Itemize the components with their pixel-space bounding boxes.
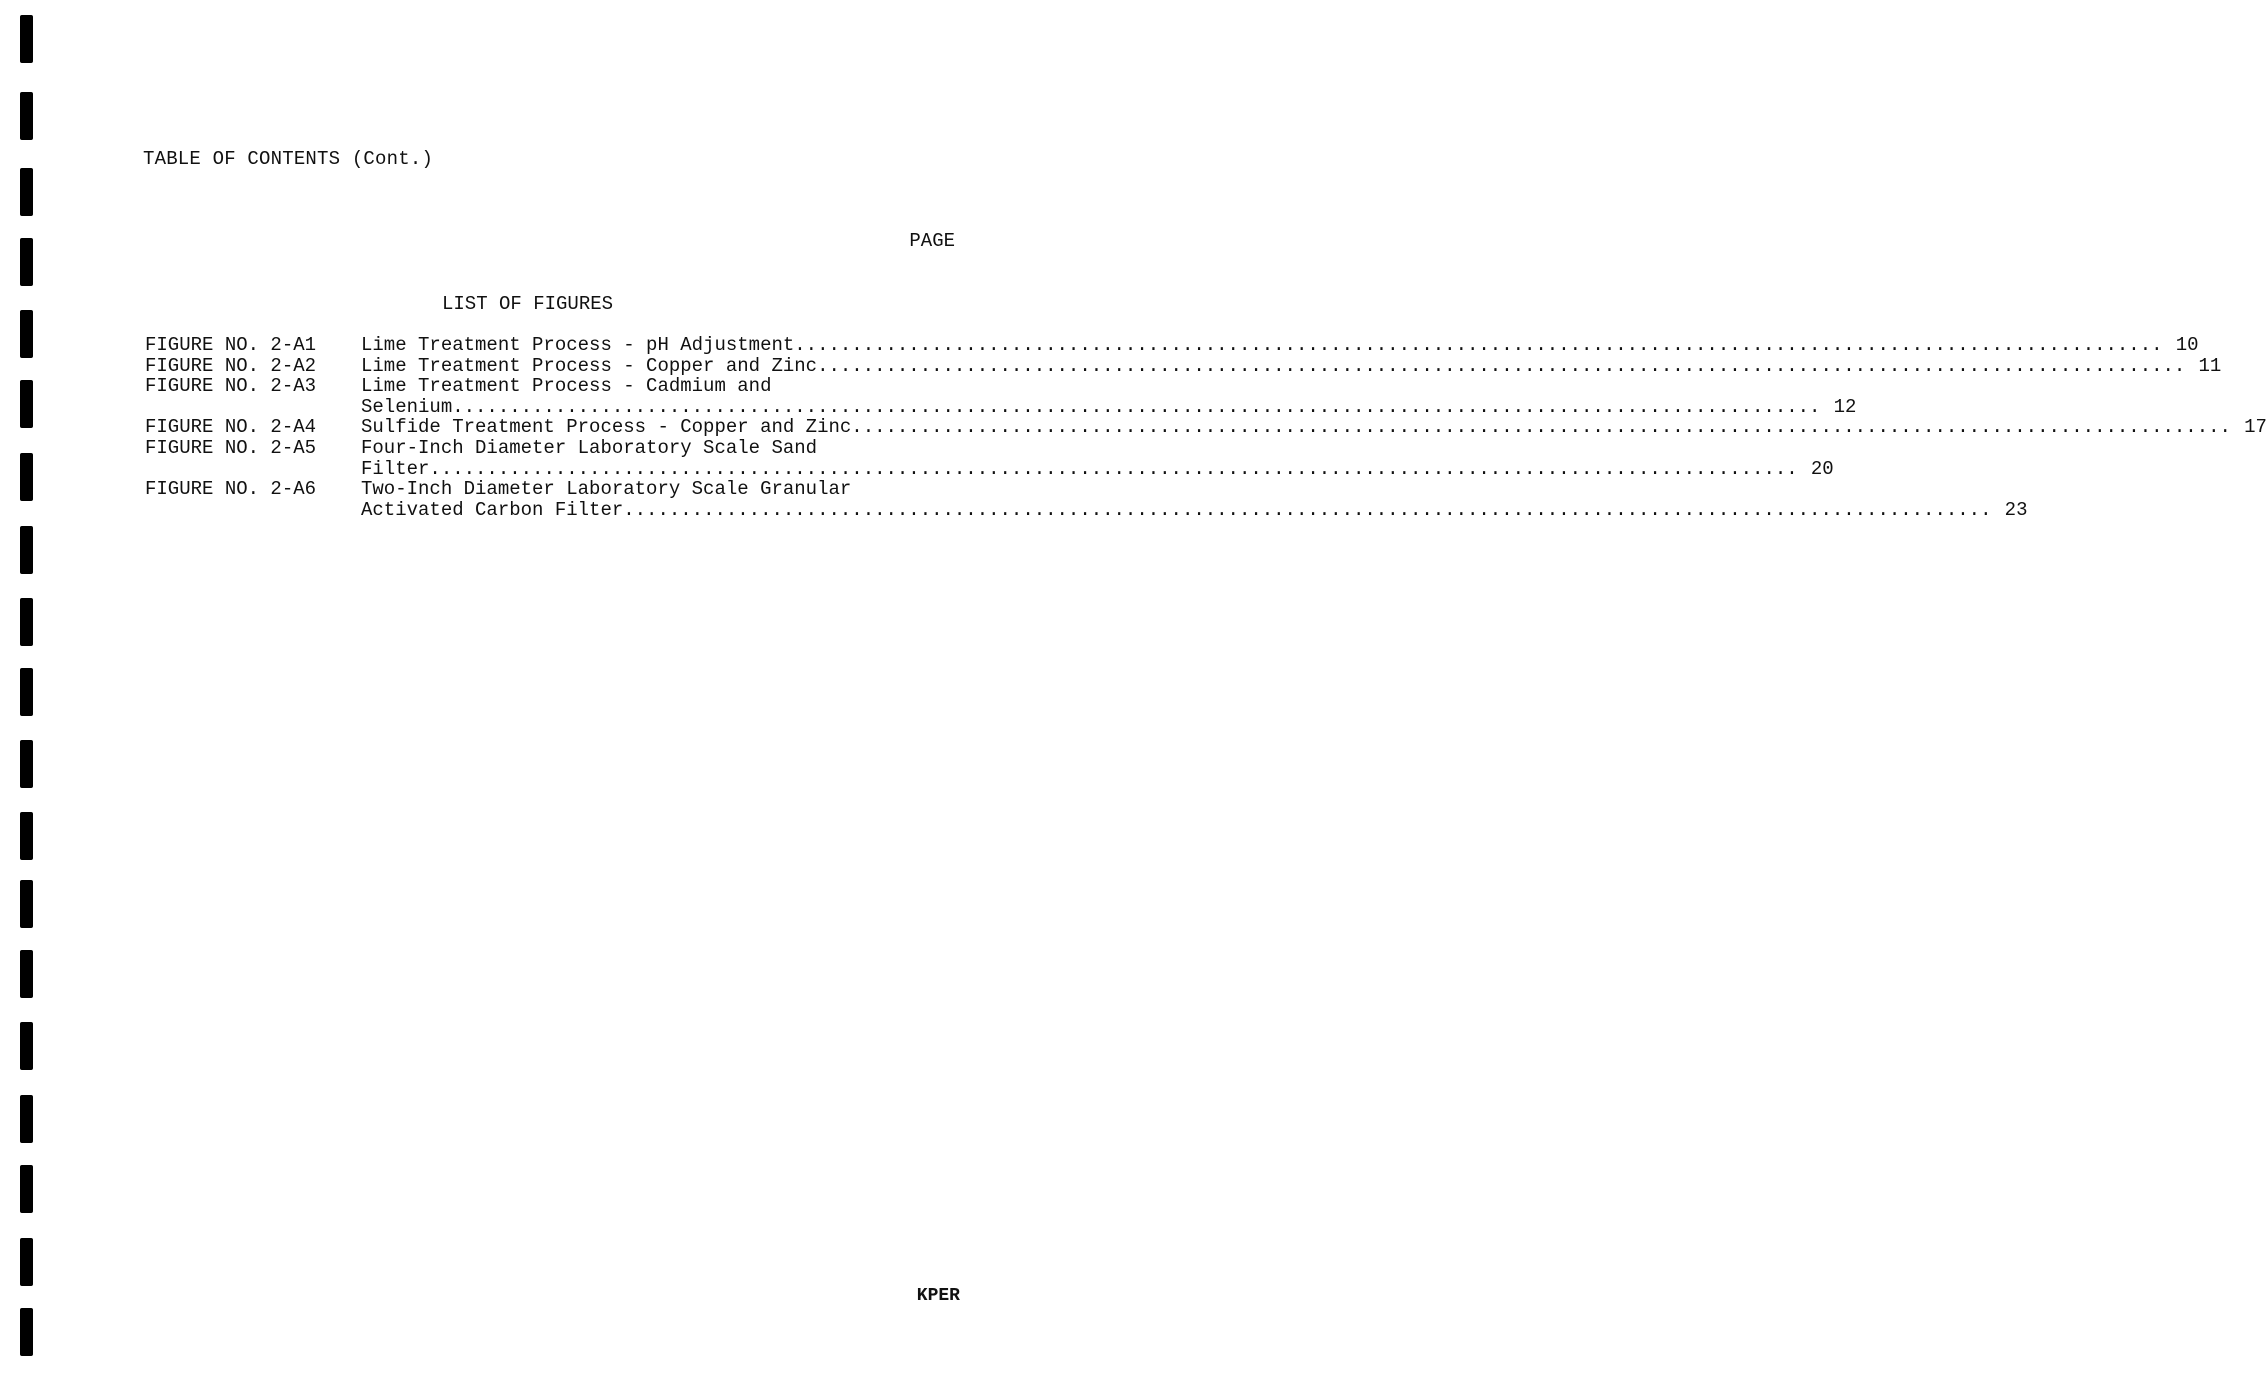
figure-title-line bbox=[361, 417, 2267, 438]
binding-hole-mark bbox=[20, 380, 33, 428]
figure-entry bbox=[145, 416, 2267, 439]
binding-hole-mark bbox=[20, 453, 33, 501]
binding-hole-mark bbox=[20, 1095, 33, 1143]
figure-number: FIGURE NO. 2-A6 bbox=[145, 478, 317, 501]
figure-title-line bbox=[361, 397, 1856, 418]
binding-hole-mark bbox=[20, 1165, 33, 1213]
binding-hole-mark bbox=[20, 15, 33, 63]
figure-title-text: Activated Carbon Filter bbox=[361, 498, 624, 521]
binding-hole-mark bbox=[20, 1308, 33, 1356]
dot-leader: ........................................................................................................................ bbox=[817, 354, 2186, 377]
figure-page-number: 10 bbox=[2175, 334, 2199, 356]
figure-description bbox=[361, 356, 2221, 377]
page-column-label: PAGE bbox=[909, 230, 955, 252]
figure-entry bbox=[145, 375, 1857, 418]
binding-hole-mark bbox=[20, 740, 33, 788]
figure-number: FIGURE NO. 2-A5 bbox=[145, 436, 317, 459]
figure-entry bbox=[145, 478, 2028, 521]
figure-page-number: 20 bbox=[1810, 457, 1834, 480]
binding-hole-mark bbox=[20, 1238, 33, 1286]
binding-hole-mark bbox=[20, 598, 33, 646]
page-heading: TABLE OF CONTENTS (Cont.) bbox=[143, 148, 434, 170]
binding-hole-mark bbox=[20, 1022, 33, 1070]
figure-title-line bbox=[361, 459, 1834, 480]
figure-title-text: Selenium bbox=[361, 395, 453, 418]
figure-page-number: 11 bbox=[2198, 354, 2222, 377]
figure-description bbox=[361, 376, 1856, 417]
binding-hole-mark bbox=[20, 880, 33, 928]
dot-leader: ........................................................................................................................ bbox=[794, 334, 2163, 356]
dot-leader: ........................................................................................................................ bbox=[429, 457, 1798, 480]
binding-hole-mark bbox=[20, 92, 33, 140]
figure-page-number: 12 bbox=[1833, 395, 1857, 418]
figure-description bbox=[361, 417, 2267, 438]
figure-description bbox=[361, 335, 2199, 356]
figure-title-line bbox=[361, 335, 2199, 356]
figure-description bbox=[361, 479, 2027, 520]
figure-number: FIGURE NO. 2-A3 bbox=[145, 375, 317, 398]
figure-title-line bbox=[361, 500, 2027, 521]
binding-edge bbox=[0, 0, 50, 1380]
dot-leader: ........................................................................................................................ bbox=[623, 498, 1992, 521]
binding-hole-mark bbox=[20, 668, 33, 716]
figure-title-text: Two-Inch Diameter Laboratory Scale Granular bbox=[361, 478, 852, 501]
figure-title-text: Lime Treatment Process - Cadmium and bbox=[361, 375, 772, 398]
figure-description bbox=[361, 438, 1834, 479]
section-title: LIST OF FIGURES bbox=[442, 293, 614, 315]
binding-hole-mark bbox=[20, 526, 33, 574]
figure-entry bbox=[145, 334, 2199, 356]
binding-hole-mark bbox=[20, 950, 33, 998]
figure-entry bbox=[145, 354, 2222, 377]
figure-title-line bbox=[361, 376, 1856, 397]
figure-title-line bbox=[361, 356, 2221, 377]
figure-number: FIGURE NO. 2-A2 bbox=[145, 354, 317, 377]
figure-title-line bbox=[361, 479, 2027, 500]
figure-entry bbox=[145, 436, 1834, 480]
figure-title-line bbox=[361, 438, 1834, 459]
binding-hole-mark bbox=[20, 238, 33, 286]
binding-hole-mark bbox=[20, 310, 33, 358]
figure-number: FIGURE NO. 2-A1 bbox=[145, 334, 317, 356]
figure-page-number: 23 bbox=[2004, 498, 2028, 521]
footer-mark: KPER bbox=[916, 1286, 960, 1306]
binding-hole-mark bbox=[20, 812, 33, 860]
binding-hole-mark bbox=[20, 168, 33, 216]
dot-leader: ........................................................................................................................ bbox=[862, 416, 2231, 439]
figure-title-text: Lime Treatment Process - Copper and Zinc bbox=[361, 354, 818, 377]
figure-title-text: Filter bbox=[361, 457, 430, 480]
figure-title-text: Sulfide Treatment Process - Copper and Zinc. bbox=[361, 416, 863, 439]
figure-number: FIGURE NO. 2-A4 bbox=[145, 416, 317, 439]
figure-list bbox=[145, 334, 2267, 521]
figure-title-text: Lime Treatment Process - pH Adjustment bbox=[361, 334, 795, 356]
dot-leader: ........................................................................................................................ bbox=[452, 395, 1821, 418]
figure-page-number: 17 bbox=[2244, 416, 2267, 439]
figure-title-text: Four-Inch Diameter Laboratory Scale Sand bbox=[361, 436, 818, 459]
